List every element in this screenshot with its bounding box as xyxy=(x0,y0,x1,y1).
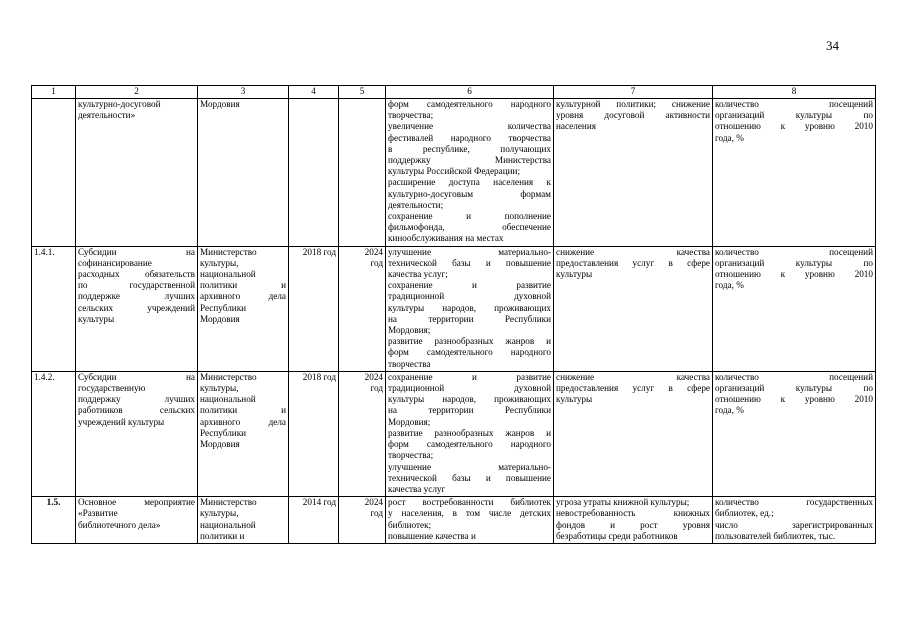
cell-line: Республики xyxy=(200,302,247,313)
cell-line: софинансирование xyxy=(78,257,152,268)
cell-line: предоставления услуг в сфере xyxy=(556,257,710,268)
cell-line: фондов и рост уровня xyxy=(556,519,710,530)
cell-line: поддержку лучших xyxy=(78,394,195,405)
cell-line: год xyxy=(370,383,383,394)
cell-line: Мордовия; xyxy=(388,325,431,336)
cell-line: архивного дела xyxy=(200,291,286,302)
cell-line: расходных обязательств xyxy=(78,269,195,280)
cell-line: технической базы и повышение xyxy=(388,472,551,483)
cell-line: количество посещений xyxy=(715,246,873,257)
column-header: 6 xyxy=(386,86,554,99)
consequence-cell xyxy=(554,497,713,544)
row-number-cell xyxy=(32,99,76,247)
cell-line: творчества; xyxy=(388,110,434,121)
cell-line: Субсидии на xyxy=(78,246,195,257)
cell-line: традиционной духовной xyxy=(388,291,551,302)
measure-name-cell xyxy=(76,246,198,371)
indicator-cell xyxy=(713,497,876,544)
column-header: 3 xyxy=(198,86,289,99)
cell-line: увеличение количества xyxy=(388,121,551,132)
executor-cell xyxy=(198,371,289,496)
cell-line: отношению к уровню 2010 xyxy=(715,269,873,280)
cell-line: Субсидии на xyxy=(78,371,195,382)
cell-line: года, % xyxy=(715,132,744,143)
cell-line: форм самодеятельного народного xyxy=(388,99,551,109)
cell-line: количество государственных xyxy=(715,497,873,508)
row-number-cell: 1.4.1. xyxy=(32,246,76,371)
cell-line: поддержку Министерства xyxy=(388,155,551,166)
column-number-row xyxy=(32,86,876,99)
cell-line: число зарегистрированных xyxy=(715,519,873,530)
cell-line: технической базы и повышение xyxy=(388,257,551,268)
cell-line: Мордовия xyxy=(200,439,240,450)
expected-result-cell xyxy=(386,497,554,544)
cell-line: кинообслуживания на местах xyxy=(388,233,504,244)
cell-line: по государственной xyxy=(78,280,195,291)
cell-line: качества услуг; xyxy=(388,269,448,280)
expected-result-cell xyxy=(386,99,554,247)
cell-line: 2024 xyxy=(364,371,383,382)
cell-line: поддержке лучших xyxy=(78,291,195,302)
cell-line: развитие разнообразных жанров и xyxy=(388,427,551,438)
cell-line: Мордовия xyxy=(200,99,240,109)
cell-line: сельских учреждений xyxy=(78,302,195,313)
cell-line: творчества xyxy=(388,358,431,369)
cell-line: сохранение и развитие xyxy=(388,371,551,382)
cell-line: творчества; xyxy=(388,450,434,461)
cell-line: учреждений культуры xyxy=(78,416,165,427)
table-row xyxy=(32,246,876,371)
cell-line: традиционной духовной xyxy=(388,383,551,394)
cell-line: культуры xyxy=(556,394,593,405)
consequence-cell xyxy=(554,99,713,247)
cell-line: библиотечного дела» xyxy=(78,519,161,530)
cell-line: фильмофонда, обеспечение xyxy=(388,222,551,233)
cell-line: национальной xyxy=(200,394,256,405)
cell-line: культуры, xyxy=(200,257,239,268)
cell-line: снижение качества xyxy=(556,246,710,257)
cell-line: сохранение и пополнение xyxy=(388,211,551,222)
cell-line: архивного дела xyxy=(200,416,286,427)
cell-line: культуры народов, проживающих xyxy=(388,302,551,313)
row-number-cell: 1.5. xyxy=(32,497,76,544)
column-header: 8 xyxy=(713,86,876,99)
start-year-cell: 2018 год xyxy=(289,371,339,496)
cell-line: Республики xyxy=(200,427,247,438)
start-year-cell xyxy=(289,99,339,247)
column-header: 2 xyxy=(76,86,198,99)
cell-line: организаций культуры по xyxy=(715,110,873,121)
cell-line: организаций культуры по xyxy=(715,383,873,394)
executor-cell xyxy=(198,99,289,247)
cell-line: населения xyxy=(556,121,596,132)
cell-line: повышение качества и xyxy=(388,530,476,541)
cell-line: Министерство xyxy=(200,246,257,257)
cell-line: Основное мероприятие xyxy=(78,497,195,508)
cell-line: форм самодеятельного народного xyxy=(388,439,551,450)
column-header: 1 xyxy=(32,86,76,99)
indicator-cell xyxy=(713,371,876,496)
cell-line: год xyxy=(370,508,383,519)
cell-line: национальной xyxy=(200,269,256,280)
cell-line: рост востребованности библиотек xyxy=(388,497,551,508)
cell-line: культурной политики; снижение xyxy=(556,99,710,109)
cell-line: культуры, xyxy=(200,508,239,519)
end-year-cell xyxy=(339,497,386,544)
cell-line: угроза утраты книжной культуры; xyxy=(556,497,690,508)
executor-cell xyxy=(198,497,289,544)
column-header: 4 xyxy=(289,86,339,99)
table-row xyxy=(32,99,876,247)
table-row xyxy=(32,497,876,544)
cell-line: деятельности» xyxy=(78,110,136,121)
cell-line: политики и xyxy=(200,280,286,291)
table-body xyxy=(32,99,876,544)
measure-name-cell xyxy=(76,371,198,496)
cell-line: политики и xyxy=(200,405,286,416)
column-header: 5 xyxy=(339,86,386,99)
cell-line: культуры xyxy=(78,313,115,324)
cell-line: 2024 xyxy=(364,497,383,508)
cell-line: работников сельских xyxy=(78,405,195,416)
table-row xyxy=(32,371,876,496)
cell-line: года, % xyxy=(715,280,744,291)
cell-line: Мордовия; xyxy=(388,416,431,427)
cell-line: культуры xyxy=(556,269,593,280)
end-year-cell xyxy=(339,246,386,371)
cell-line: деятельности; xyxy=(388,199,444,210)
cell-line: развитие разнообразных жанров и xyxy=(388,336,551,347)
indicator-cell xyxy=(713,246,876,371)
measure-name-cell xyxy=(76,99,198,247)
cell-line: культурно-досуговым формам xyxy=(388,188,551,199)
measures-table xyxy=(31,85,876,544)
cell-line: культурно-досуговой xyxy=(78,99,161,109)
expected-result-cell xyxy=(386,371,554,496)
cell-line: у населения, в том числе детских xyxy=(388,508,551,519)
cell-line: фестивалей народного творчества xyxy=(388,132,551,143)
column-header: 7 xyxy=(554,86,713,99)
cell-line: библиотек; xyxy=(388,519,432,530)
cell-line: «Развитие xyxy=(78,508,118,519)
cell-line: национальной xyxy=(200,519,256,530)
executor-cell xyxy=(198,246,289,371)
page-number: 34 xyxy=(826,38,839,53)
cell-line: предоставления услуг в сфере xyxy=(556,383,710,394)
cell-line: организаций культуры по xyxy=(715,257,873,268)
consequence-cell xyxy=(554,246,713,371)
cell-line: Министерство xyxy=(200,371,257,382)
cell-line: в республике, получающих xyxy=(388,143,551,154)
measure-name-cell xyxy=(76,497,198,544)
start-year-cell: 2014 год xyxy=(289,497,339,544)
cell-line: Министерство xyxy=(200,497,257,508)
cell-line: отношению к уровню 2010 xyxy=(715,121,873,132)
cell-line: год xyxy=(370,257,383,268)
cell-line: улучшение материально- xyxy=(388,246,551,257)
cell-line: безработицы среди работников xyxy=(556,530,678,541)
cell-line: невостребованность книжных xyxy=(556,508,710,519)
cell-line: качества услуг xyxy=(388,483,446,494)
cell-line: культуры Российской Федерации; xyxy=(388,166,521,177)
expected-result-cell xyxy=(386,246,554,371)
cell-line: библиотек, ед.; xyxy=(715,508,774,519)
cell-line: Мордовия xyxy=(200,313,240,324)
cell-line: государственную xyxy=(78,383,146,394)
cell-line: расширение доступа населения к xyxy=(388,177,551,188)
cell-line: 2024 xyxy=(364,246,383,257)
end-year-cell xyxy=(339,371,386,496)
cell-line: снижение качества xyxy=(556,371,710,382)
row-number-cell: 1.4.2. xyxy=(32,371,76,496)
cell-line: года, % xyxy=(715,405,744,416)
cell-line: количество посещений xyxy=(715,371,873,382)
cell-line: количество посещений xyxy=(715,99,873,109)
cell-line: форм самодеятельного народного xyxy=(388,347,551,358)
cell-line: политики и xyxy=(200,530,245,541)
indicator-cell xyxy=(713,99,876,247)
cell-line: отношению к уровню 2010 xyxy=(715,394,873,405)
cell-line: сохранение и развитие xyxy=(388,280,551,291)
cell-line: улучшение материально- xyxy=(388,461,551,472)
consequence-cell xyxy=(554,371,713,496)
cell-line: культуры, xyxy=(200,383,239,394)
cell-line: на территории Республики xyxy=(388,405,551,416)
cell-line: на территории Республики xyxy=(388,313,551,324)
cell-line: уровня досуговой активности xyxy=(556,110,710,121)
cell-line: пользователей библиотек, тыс. xyxy=(715,530,836,541)
cell-line: культуры народов, проживающих xyxy=(388,394,551,405)
start-year-cell: 2018 год xyxy=(289,246,339,371)
end-year-cell xyxy=(339,99,386,247)
